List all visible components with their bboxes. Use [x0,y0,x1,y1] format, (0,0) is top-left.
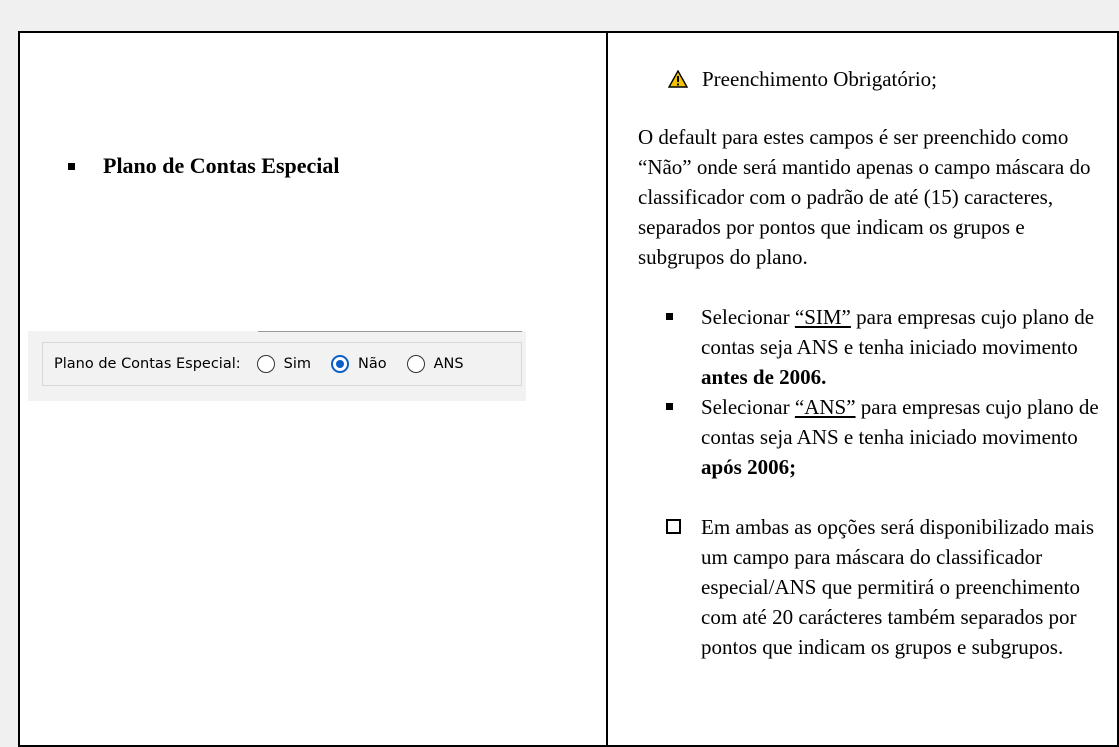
list-item-text: Selecionar “SIM” para empresas cujo plano de contas seja ANS e tenha iniciado movimento antes de 2006. [701,305,1095,389]
radio-unchecked-icon[interactable] [257,355,275,373]
description-cell [628,33,1117,745]
column-divider [606,33,608,745]
radio-unchecked-icon[interactable] [407,355,425,373]
square-bullet-icon [666,403,673,410]
radio-sim[interactable] [257,355,311,373]
description-paragraph: O default para estes campos é ser preenchido como “Não” onde será mantido apenas o campo máscara do classificador com o padrão de até (15) caracteres, separados por pontos que indicam os grupos e subgrupos do plano. [638,125,1091,269]
radio-checked-icon[interactable] [331,355,349,373]
radio-group [42,342,522,386]
options-list [666,302,1106,482]
radio-nao-label: Não [357,356,387,372]
radio-nao[interactable] [331,355,387,373]
ui-screenshot [28,331,526,401]
radio-group-label: Plano de Contas Especial: [54,356,241,372]
warning-line [668,64,937,94]
note-text: Em ambas as opções será disponibilizado mais um campo para máscara do classificador especial/ANS que permitirá o preenchimento com até 20 carácteres também separados por pontos que indicam os grupos e subgrupos. [701,515,1095,659]
checkbox-bullet-icon [666,519,681,534]
warning-icon [668,70,688,88]
warning-text: Preenchimento Obrigatório; [702,67,938,91]
note-item [666,512,1106,662]
document-table [18,31,1119,747]
list-item [666,392,1106,482]
square-bullet-icon [666,313,673,320]
radio-sim-label: Sim [283,356,311,372]
list-item [666,302,1106,392]
radio-ans-label: ANS [433,356,464,372]
radio-ans[interactable] [407,355,464,373]
separator-line [258,331,522,332]
list-item-text: Selecionar “ANS” para empresas cujo plano de contas seja ANS e tenha iniciado movimento após 2006; [701,395,1099,479]
field-heading [68,153,340,179]
square-bullet-icon [68,163,75,170]
field-heading-text: Plano de Contas Especial [103,153,340,178]
